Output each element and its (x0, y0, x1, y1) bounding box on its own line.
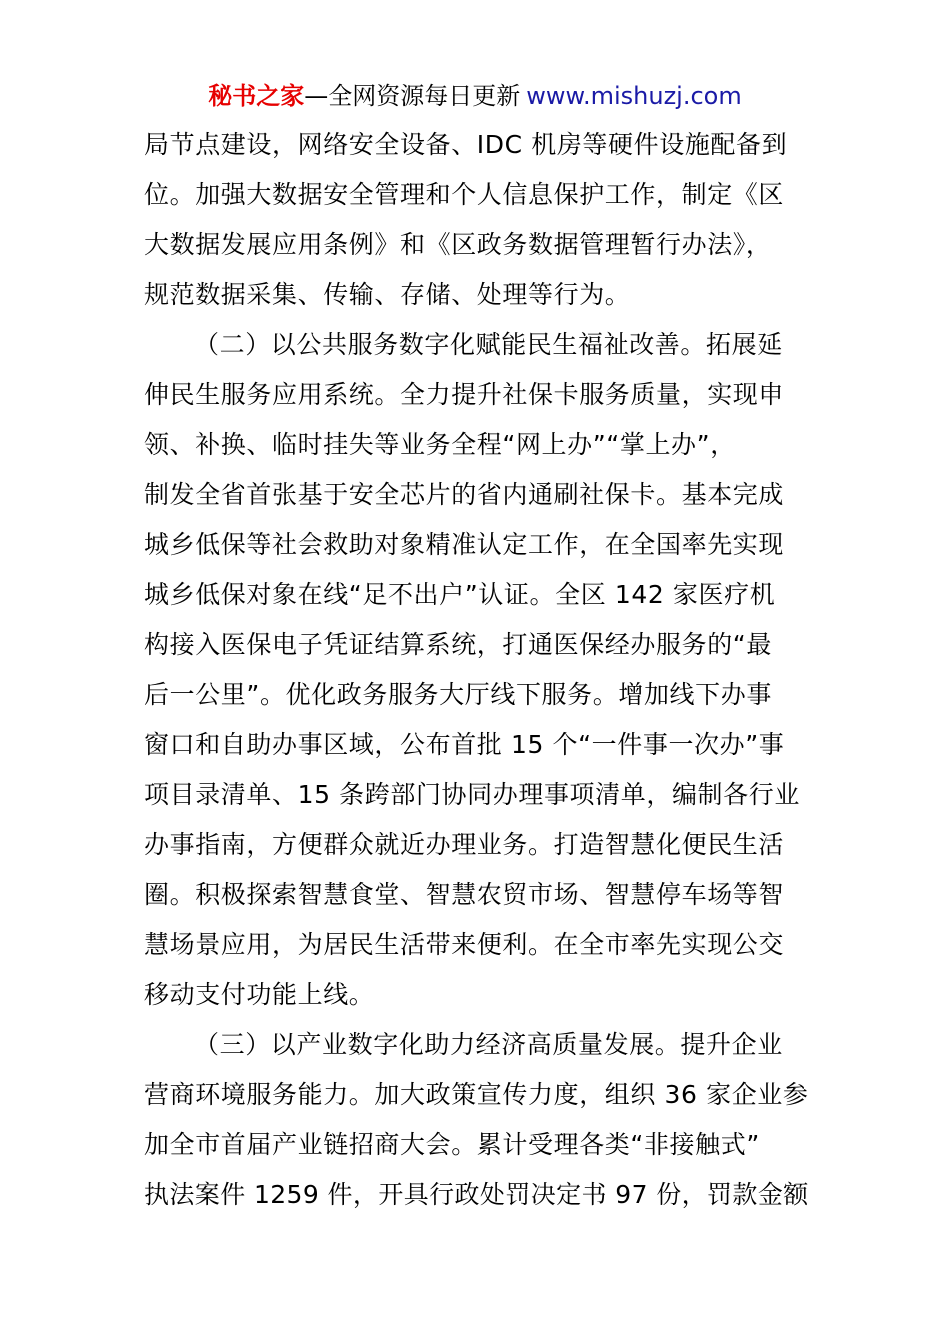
paragraph-heading-line: （三）以产业数字化助力经济高质量发展。提升企业 (194, 1030, 783, 1059)
text-line: 城乡低保等社会救助对象精准认定工作，在全国率先实现 (144, 530, 785, 559)
text-line: 慧场景应用，为居民生活带来便利。在全市率先实现公交 (144, 930, 785, 959)
text-line: 执法案件 1259 件，开具行政处罚决定书 97 份，罚款金额 (144, 1180, 809, 1209)
text-line: 营商环境服务能力。加大政策宣传力度，组织 36 家企业参 (144, 1080, 809, 1109)
brand-name: 秘书之家 (208, 82, 305, 110)
text-line: 移动支付功能上线。 (144, 980, 375, 1009)
text-line: 大数据发展应用条例》和《区政务数据管理暂行办法》， (144, 230, 772, 259)
text-line: 制发全省首张基于安全芯片的省内通刷社保卡。基本完成 (144, 480, 785, 509)
text-line: 局节点建设，网络安全设备、IDC 机房等硬件设施配备到 (144, 130, 788, 159)
text-line: 圈。积极探索智慧食堂、智慧农贸市场、智慧停车场等智 (144, 880, 785, 909)
text-line: 办事指南，方便群众就近办理业务。打造智慧化便民生活 (144, 830, 785, 859)
text-line: 规范数据采集、传输、存储、处理等行为。 (144, 280, 631, 309)
text-line: 项目录清单、15 条跨部门协同办理事项清单，编制各行业 (144, 780, 800, 809)
header-tagline: —全网资源每日更新 (304, 82, 521, 110)
text-line: 窗口和自助办事区域，公布首批 15 个“一件事一次办”事 (144, 730, 785, 759)
text-line: 城乡低保对象在线“足不出户”认证。全区 142 家医疗机 (144, 580, 776, 609)
text-line: 领、补换、临时挂失等业务全程“网上办”“掌上办”， (144, 430, 736, 459)
text-line: 加全市首届产业链招商大会。累计受理各类“非接触式” (144, 1130, 760, 1159)
text-line: 位。加强大数据安全管理和个人信息保护工作，制定《区 (144, 180, 785, 209)
site-url-link[interactable]: www.mishuzj.com (526, 82, 742, 110)
text-line: 构接入医保电子凭证结算系统，打通医保经办服务的“最 (144, 630, 772, 659)
text-line: 伸民生服务应用系统。全力提升社保卡服务质量，实现申 (144, 380, 785, 409)
site-header (0, 80, 950, 112)
text-line: 后一公里”。优化政务服务大厅线下服务。增加线下办事 (144, 680, 772, 709)
paragraph-heading-line: （二）以公共服务数字化赋能民生福祉改善。拓展延 (194, 330, 783, 359)
